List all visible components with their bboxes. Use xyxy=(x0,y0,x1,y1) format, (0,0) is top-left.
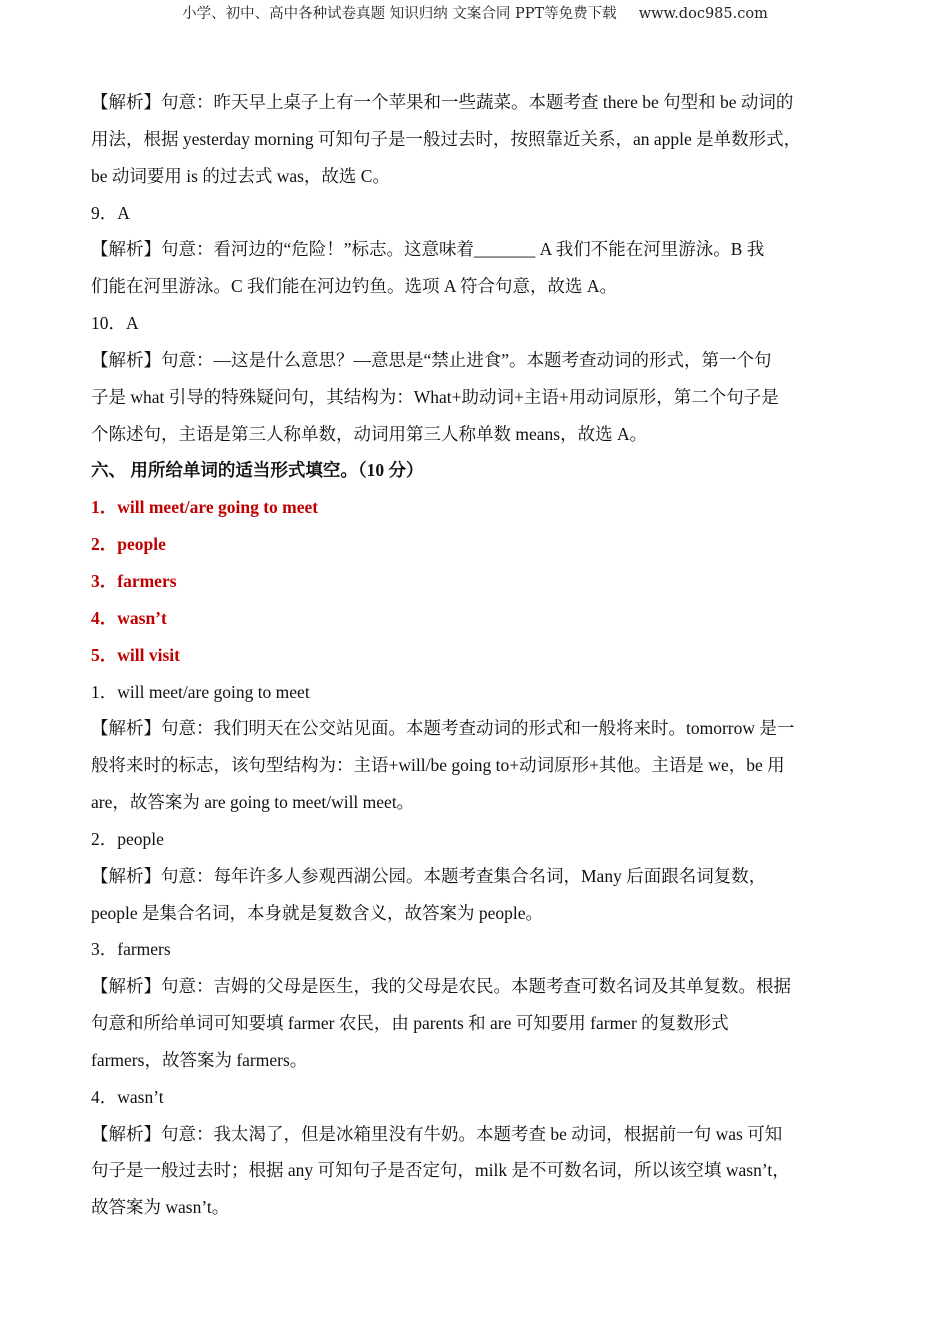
header-site-url: www.doc985.com xyxy=(638,6,768,22)
text-line: farmers，故答案为 farmers。 xyxy=(91,1049,308,1070)
text-line: 【解析】句意：看河边的“危险！”标志。这意味着_______ A 我们不能在河里游泳。B 我 xyxy=(91,239,765,260)
text-line: 10．A xyxy=(91,313,139,334)
text-line: 【解析】句意：每年许多人参观西湖公园。本题考查集合名词，Many 后面跟名词复数， xyxy=(91,865,767,886)
header-site-description: 小学、初中、高中各种试卷真题 知识归纳 文案合同 PPT等免费下载 xyxy=(182,6,617,22)
text-line: 用法，根据 yesterday morning 可知句子是一般过去时，按照靠近关系，an apple 是单数形式， xyxy=(91,128,802,149)
document-body xyxy=(91,84,861,1226)
text-line: 【解析】句意：吉姆的父母是医生，我的父母是农民。本题考查可数名词及其单复数。根据 xyxy=(91,976,791,997)
text-line: are，故答案为 are going to meet/will meet。 xyxy=(91,792,415,813)
text-line: 句意和所给单词可知要填 farmer 农民，由 parents 和 are 可知要用 farmer 的复数形式 xyxy=(91,1013,729,1034)
text-line: 【解析】句意：我太渴了，但是冰箱里没有牛奶。本题考查 be 动词，根据前一句 was 可知 xyxy=(91,1123,783,1144)
text-line: be 动词要用 is 的过去式 was，故选 C。 xyxy=(91,165,390,186)
text-line: 个陈述句，主语是第三人称单数，动词用第三人称单数 means，故选 A。 xyxy=(91,423,648,444)
answer-key-item: 1．will meet/are going to meet xyxy=(91,497,319,518)
text-line: 般将来时的标志，该句型结构为：主语+will/be going to+动词原形+其他。主语是 we，be 用 xyxy=(91,755,785,776)
answer-key-item: 5．will visit xyxy=(91,644,180,665)
text-line: people 是集合名词，本身就是复数含义，故答案为 people。 xyxy=(91,902,544,923)
text-line: 们能在河里游泳。C 我们能在河边钓鱼。选项 A 符合句意，故选 A。 xyxy=(91,276,617,297)
text-line: 句子是一般过去时；根据 any 可知句子是否定句，milk 是不可数名词，所以该空填 wasn’t， xyxy=(91,1160,790,1181)
text-line: 1．will meet/are going to meet xyxy=(91,681,310,702)
text-line: 3．farmers xyxy=(91,939,171,960)
answer-key-item: 3．farmers xyxy=(91,570,177,591)
text-line: 故答案为 wasn’t。 xyxy=(91,1197,230,1218)
text-line: 【解析】句意：昨天早上桌子上有一个苹果和一些蔬菜。本题考查 there be 句型和 be 动词的 xyxy=(91,92,794,112)
text-line: 9．A xyxy=(91,202,130,223)
text-line: 2．people xyxy=(91,828,164,849)
page-header xyxy=(0,2,950,23)
section-heading: 六、 用所给单词的适当形式填空。（10 分） xyxy=(91,460,424,481)
answer-key-item: 2．people xyxy=(91,534,166,555)
text-line: 4．wasn’t xyxy=(91,1086,164,1107)
answer-key-item: 4．wasn’t xyxy=(91,607,167,628)
text-line: 【解析】句意：我们明天在公交站见面。本题考查动词的形式和一般将来时。tomorrow 是一 xyxy=(91,718,795,739)
text-line: 子是 what 引导的特殊疑问句，其结构为：What+助动词+主语+用动词原形，第二个句子是 xyxy=(91,386,779,407)
text-line: 【解析】句意：—这是什么意思？—意思是“禁止进食”。本题考查动词的形式，第一个句 xyxy=(91,349,772,370)
